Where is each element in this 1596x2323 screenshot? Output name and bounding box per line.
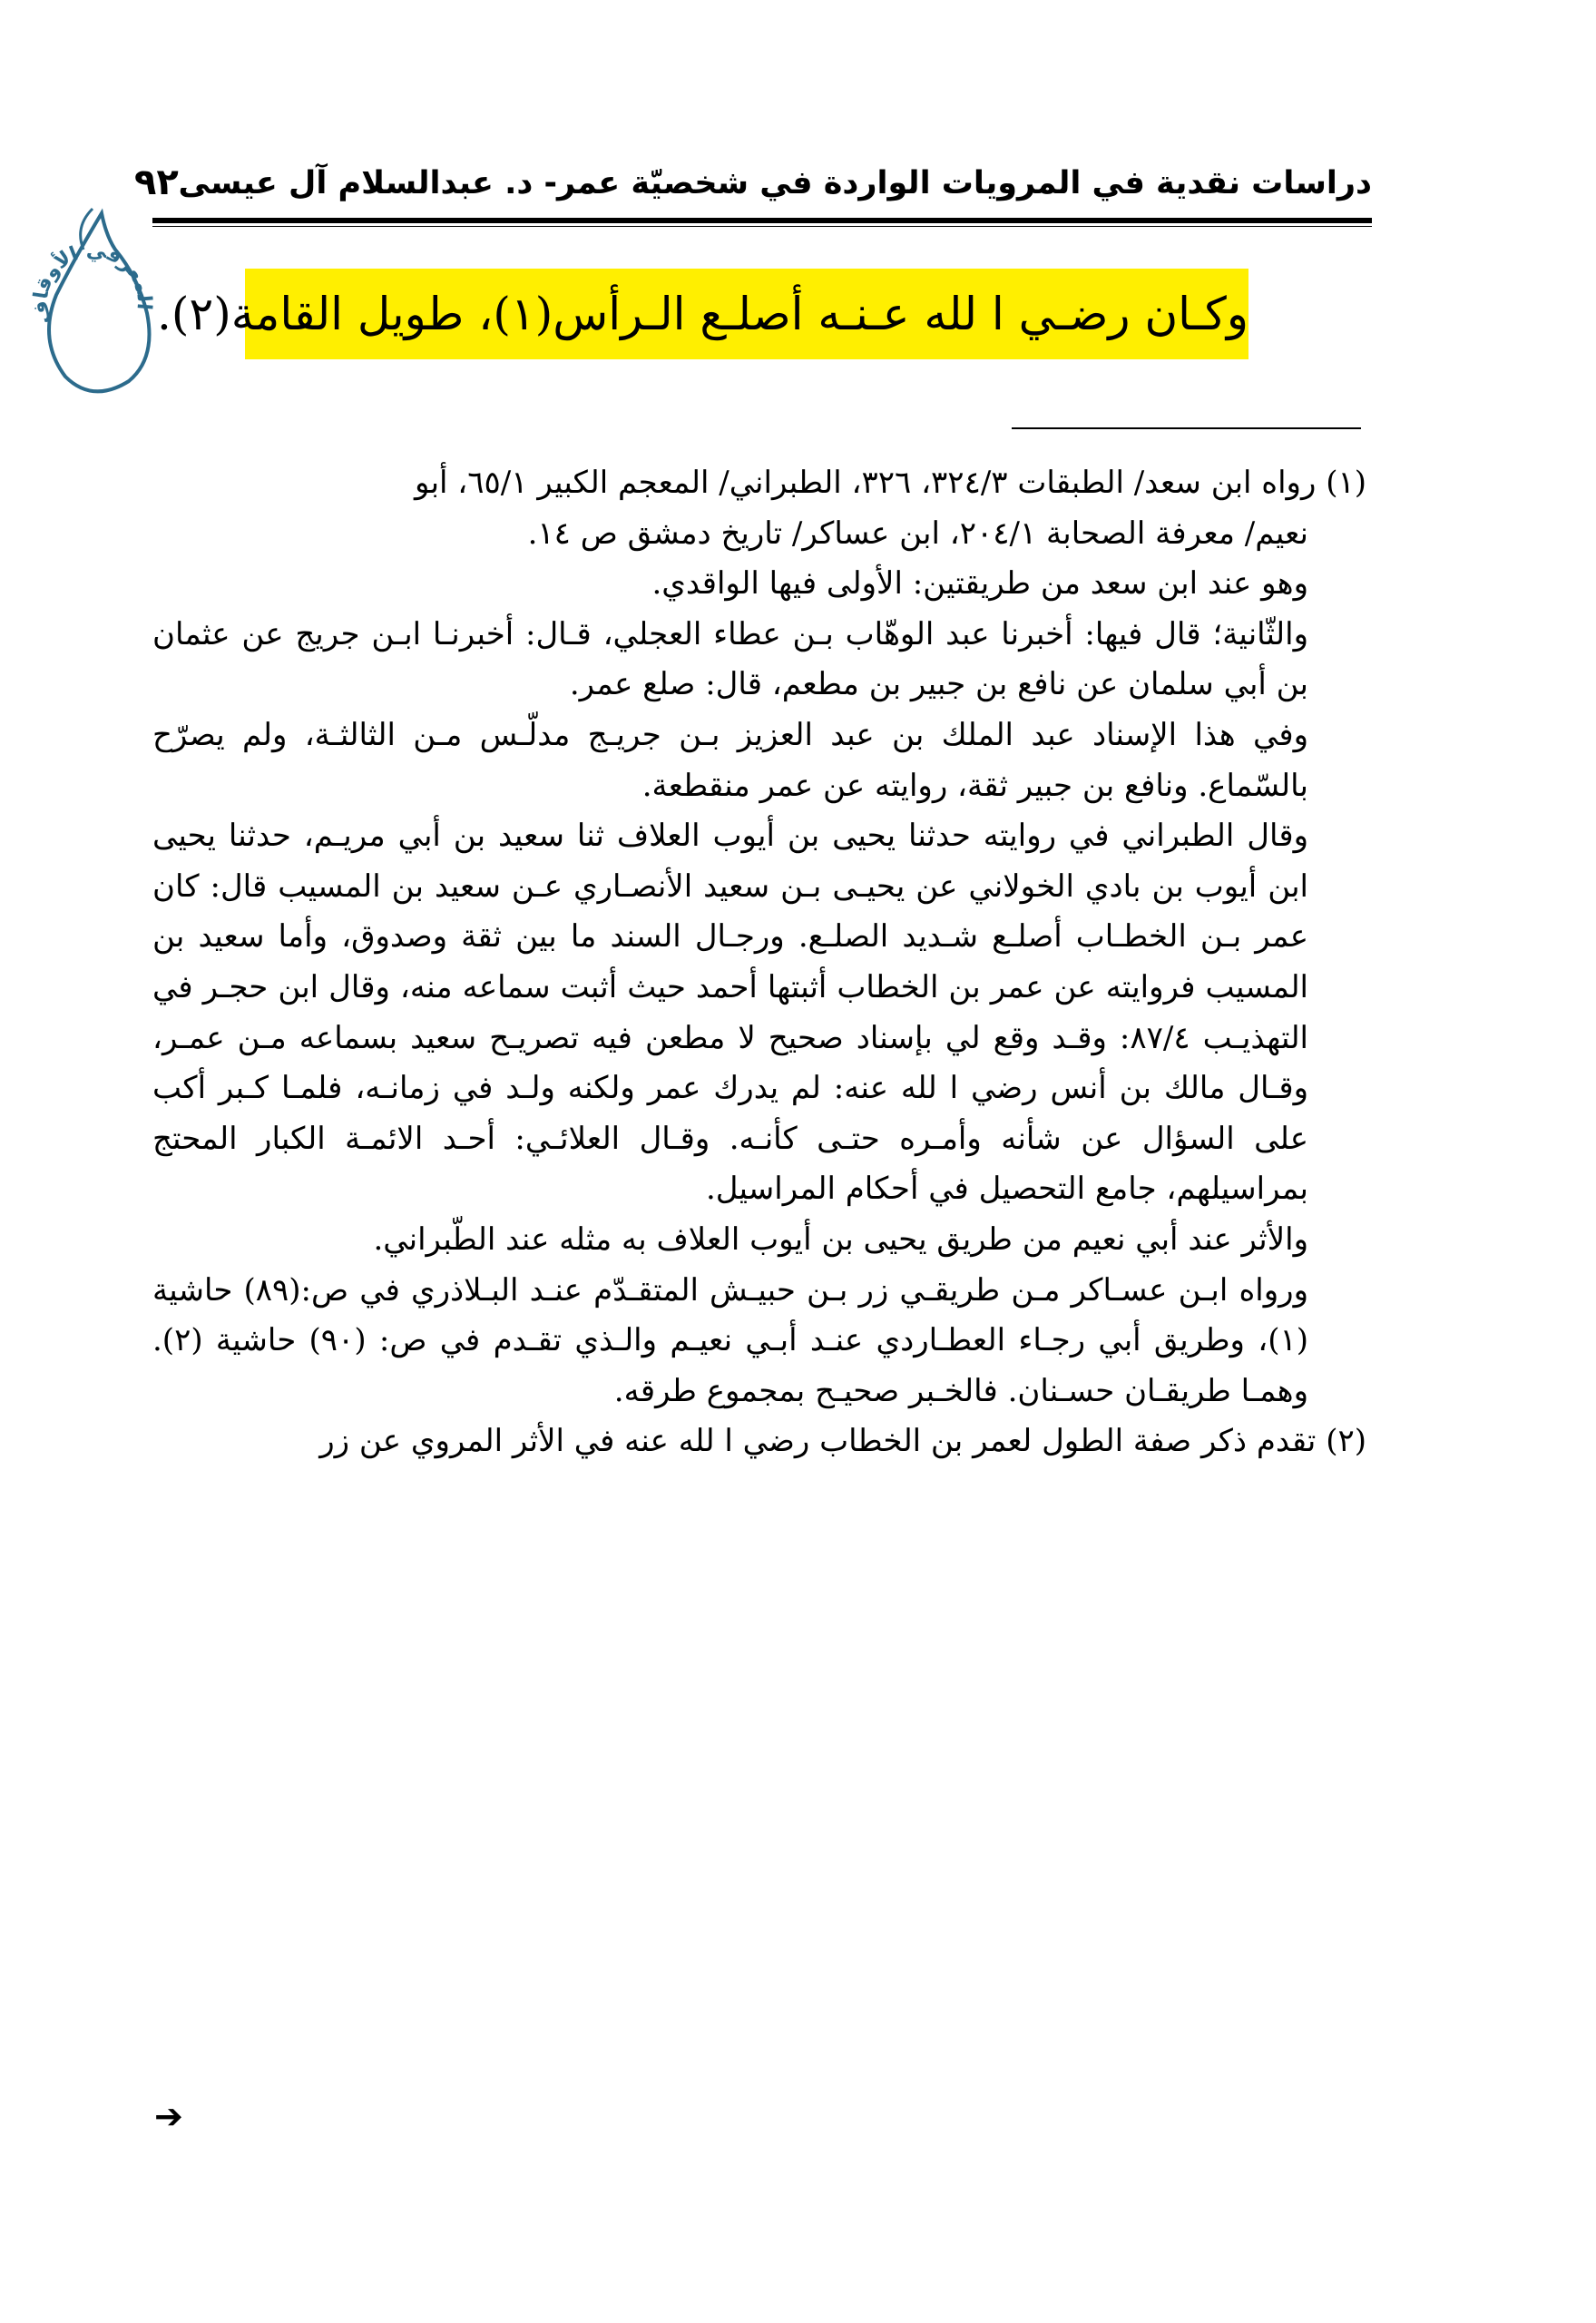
footnote-paragraph: وقال الطبراني في روايته حدثنا يحيى بن أيوب العلاف ثنا سعيد بن أبي مريـم، حدثنا يحيى ابن أيوب بن بادي الخولاني عن يحيـى بـن سعيد الأنصـاري عـن سعيد بن المسيب قال: كان عمر بـن الخطـاب أصلـع شـديد الصلـع. ورجـال السند ما بين ثقة وصدوق، وأما سعيد بن المسيب فروايته عن عمر بن الخطاب أثبتها أحمد حيث أثبت سماعه منه، وقال ابن حجـر في التهذيـب ٨٧/٤: وقـد وقع لي بإسناد صحيح لا مطعن فيه تصريـح سعيد بسماعه مـن عمـر، وقـال مالك بن أنس رضي ا لله عنه: لم يدرك عمر ولكنه ولـد في زمانـه، فلمـا كـبر أكب على السؤال عن شأنه وأمـره حتـى كأنـه. وقـال العلائـي: أحـد الائمـة الكبار المحتج بمراسيلهم، جامع التحصيل في أحكام المراسيل.: [152, 818, 1309, 1208]
running-title: دراسات نقدية في المرويات الواردة في شخصيّة عمر- د. عبدالسلام آل عيسى: [178, 165, 1372, 201]
highlighted-main-text: وكـان رضـي ا لله عـنـه أصلـع الـرأس(١)، طويل القامة(٢).: [245, 269, 1248, 359]
header-rule: [152, 218, 1372, 227]
footnote-paragraph: وفي هذا الإسناد عبد الملك بن عبد العزيز بـن جريـج مدلّـس مـن الثالثـة، ولم يصرّح بالسّماع. ونافع بن جبير ثقة، روايته عن عمر منقطعة.: [152, 716, 1308, 804]
footnotes-block: [152, 458, 1366, 1467]
continuation-arrow-icon: ➔: [154, 2096, 183, 2136]
footnote-paragraph: وهو عند ابن سعد من طريقتين: الأولى فيها الواقدي.: [651, 565, 1308, 603]
footnote-1-line-1: (١) رواه ابن سعد/ الطبقات ٣٢٤/٣، ٣٢٦، الطبراني/ المعجم الكبير ٦٥/١، أبو: [415, 465, 1366, 501]
footnote-paragraph: ورواه ابـن عسـاكر مـن طريقـي زر بـن حبيـش المتقـدّم عنـد البـلاذري في ص:(٨٩) حاشية (١)، وطريق أبي رجـاء العطـاردي عنـد أبـي نعيـم والـذي تقـدم في ص: (٩٠) حاشية (٢). وهمـا طريقـان حسـنان. فالخـبر صحيـح بمجموع طرقه.: [152, 1271, 1308, 1409]
logo-text: المعرفي الأوقاف: [28, 239, 156, 327]
logo-watermark: [20, 195, 165, 413]
footnote-separator: [1012, 427, 1361, 429]
svg-text:المعرفي الأوقاف: [29, 240, 155, 327]
footnote-paragraph: والثّانية؛ قال فيها: أخبرنا عبد الوهّاب بـن عطاء العجلي، قـال: أخبرنـا ابـن جريج عن عثمان بن أبي سلمان عن نافع بن جبير بن مطعم، قال: صلع عمر.: [152, 615, 1308, 703]
page-number: ٩٢: [134, 162, 179, 203]
footnote-2: (٢) تقدم ذكر صفة الطول لعمر بن الخطاب رضي ا لله عنه في الأثر المروي عن زر: [319, 1423, 1366, 1460]
page-header: [134, 152, 1372, 216]
footnote-1-line-2: نعيم/ معرفة الصحابة ٢٠٤/١، ابن عساكر/ تاريخ دمشق ص ١٤.: [527, 515, 1308, 552]
footnote-paragraph: والأثر عند أبي نعيم من طريق يحيى بن أيوب العلاف به مثله عند الطّبراني.: [373, 1220, 1308, 1258]
